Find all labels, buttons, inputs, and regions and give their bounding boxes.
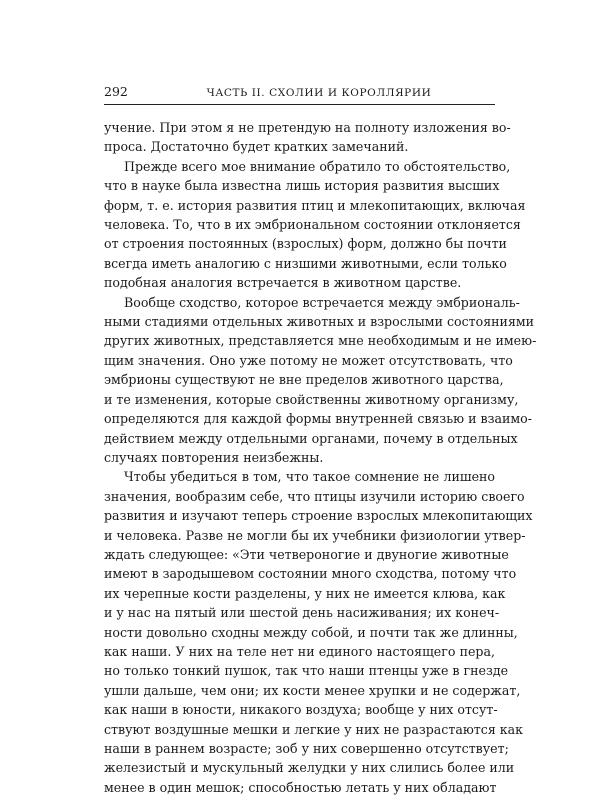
text-line: ждать следующее: «Эти четвероногие и двуногие животные: [104, 546, 509, 562]
text-line: человека. То, что в их эмбриональном состоянии отклоняется: [104, 217, 521, 233]
page-header: [104, 84, 494, 99]
text-line: форм, т. е. история развития птиц и млекопитающих, включая: [104, 197, 526, 213]
text-line: но только тонкий пушок, так что наши птенцы уже в гнезде: [104, 663, 509, 679]
text-line: что в науке была известна лишь история развития высших: [104, 178, 500, 194]
text-line: ствуют воздушные мешки и легкие у них не разрастаются как: [104, 721, 524, 737]
text-line: железистый и мускульный желудки у них слились более или: [104, 760, 515, 776]
text-line: и у нас на пятый или шестой день насиживания; их конеч-: [104, 605, 500, 621]
text-line: эмбрионы существуют не вне пределов животного царства,: [104, 372, 504, 388]
text-line: от строения постоянных (взрослых) форм, должно бы почти: [104, 236, 507, 252]
header-rule: [104, 104, 495, 105]
paragraph: [104, 157, 526, 293]
text-line: ушли дальше, чем они; их кости менее хрупки и не содержат,: [104, 682, 521, 698]
paragraph: [104, 467, 533, 797]
text-line: как наши. У них на теле нет ни единого настоящего пера,: [104, 643, 495, 659]
text-line: менее в один мешок; способностью летать у них обладают: [104, 779, 497, 795]
text-line: подобная аналогия встречается в животном царстве.: [104, 275, 462, 291]
text-line: Чтобы убедиться в том, что такое сомнение не лишено: [124, 469, 495, 485]
text-line: наши в раннем возрасте; зоб у них совершенно отсутствует;: [104, 741, 509, 756]
text-line: имеют в зародышевом состоянии много сходства, потому что: [104, 566, 517, 582]
text-line: значения, вообразим себе, что птицы изучили историю своего: [104, 488, 525, 504]
text-line: развития и изучают теперь строение взрослых млекопитающих: [104, 508, 533, 524]
text-line: щим значения. Оно уже потому не может отсутствовать, что: [104, 352, 513, 368]
paragraph: [104, 293, 537, 468]
text-line: случаях повторения неизбежны.: [104, 449, 324, 465]
text-line: Прежде всего мое внимание обратило то обстоятельство,: [124, 158, 511, 174]
running-title: ЧАСТЬ II. СХОЛИИ И КОРОЛЛЯРИИ: [206, 87, 432, 99]
text-line: других животных, представляется мне необходимым и не имею-: [104, 333, 537, 349]
text-line: учение. При этом я не претендую на полноту изложения во-: [104, 120, 511, 135]
text-line: ными стадиями отдельных животных и взрослыми состояниями: [104, 314, 535, 330]
text-line: как наши в юности, никакого воздуха; вообще у них отсут-: [104, 702, 498, 718]
text-line: их черепные кости разделены, у них не имеется клюва, как: [104, 585, 506, 601]
text-line: всегда иметь аналогию с низшими животными, если только: [104, 255, 507, 271]
body-text: [104, 118, 537, 797]
text-line: действием между отдельными органами, почему в отдельных: [104, 430, 518, 446]
text-line: определяются для каждой формы внутренней связью и взаимо-: [104, 411, 532, 427]
page-number: 292: [104, 84, 128, 99]
text-line: Вообще сходство, которое встречается между эмбриональ-: [124, 294, 520, 310]
text-line: и те изменения, которые свойственны животному организму,: [104, 391, 519, 407]
text-line: и человека. Разве не могли бы их учебники физиологии утвер-: [104, 527, 526, 543]
text-line: ности довольно сходны между собой, и почти так же длинны,: [104, 624, 518, 640]
text-line: проса. Достаточно будет кратких замечаний.: [104, 139, 409, 155]
paragraph: [104, 118, 511, 157]
